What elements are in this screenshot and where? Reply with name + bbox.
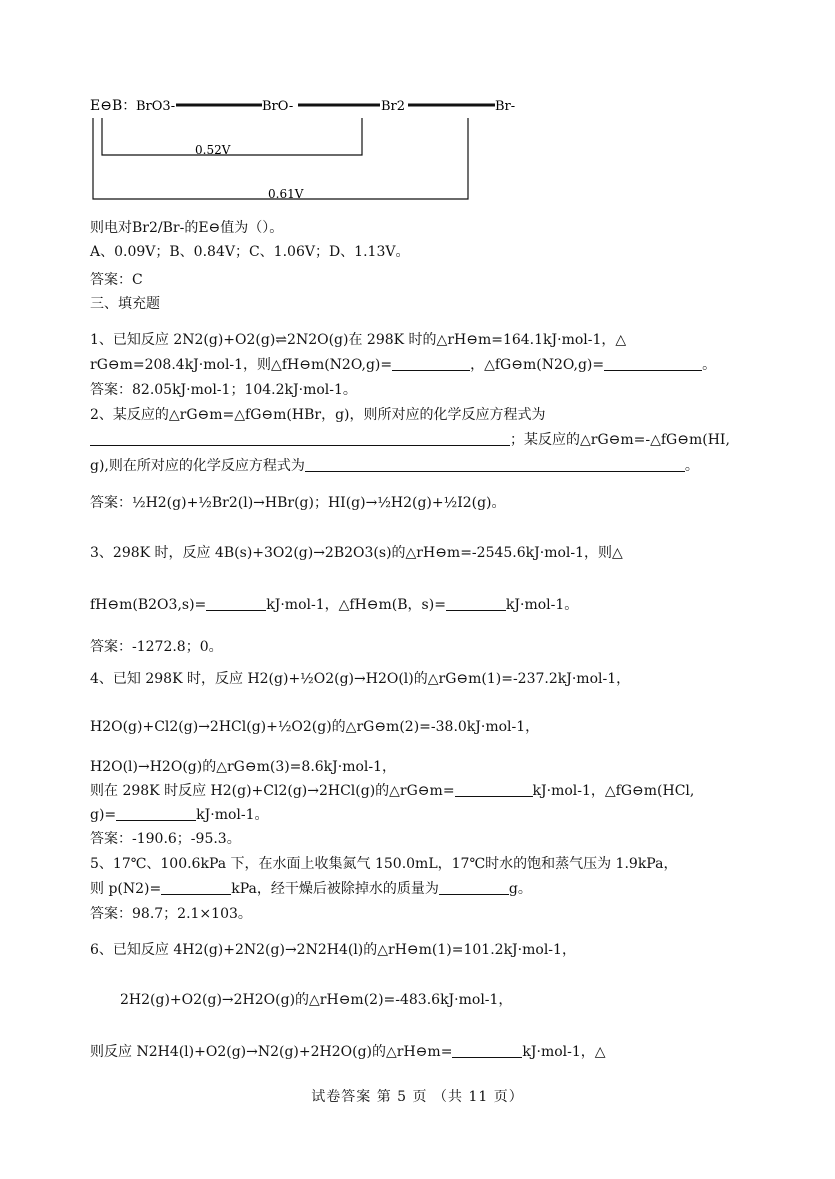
p5-line-a: 5、17℃、100.6kPa 下，在水面上收集氮气 150.0mL，17℃时水的饱和蒸气压为 1.9kPa， xyxy=(90,856,678,872)
p2-answer: 答案：½H2(g)+½Br2(l)→HBr(g)；HI(g)→½H2(g)+½I2(g)。 xyxy=(90,495,506,511)
p4-line-c: H2O(l)→H2O(g)的△rG⊖m(3)=8.6kJ·mol-1， xyxy=(90,759,397,775)
p4d-text-2: kJ·mol-1，△fG⊖m(HCl, xyxy=(532,783,695,799)
blank[interactable] xyxy=(446,596,506,611)
p3b-text-3: kJ·mol-1。 xyxy=(505,597,579,613)
p6-line-b: 2H2(g)+O2(g)→2H2O(g)的△rH⊖m(2)=-483.6kJ·mol-1， xyxy=(120,992,513,1008)
p3b-text-2: kJ·mol-1，△fH⊖m(B，s)= xyxy=(266,597,446,613)
p1b-text-3: 。 xyxy=(702,357,717,373)
p6c-text-1: 则反应 N2H4(l)+O2(g)→N2(g)+2H2O(g)的△rH⊖m= xyxy=(90,1044,453,1060)
p5-line-b xyxy=(90,879,532,899)
p1b-text-1: rG⊖m=208.4kJ·mol-1，则△fH⊖m(N2O,g)= xyxy=(90,357,393,373)
p4e-text-2: kJ·mol-1。 xyxy=(196,807,269,823)
p2c-text-1: g),则在所对应的化学反应方程式为 xyxy=(90,458,305,474)
p6-line-a: 6、已知反应 4H2(g)+2N2(g)→2N2H4(l)的△rH⊖m(1)=101.2kJ·mol-1， xyxy=(90,942,576,958)
species-bro3: BrO3- xyxy=(136,99,176,114)
p2b-text: ；某反应的△rG⊖m=-△fG⊖m(HI, xyxy=(510,432,730,448)
p2-line-a: 2、某反应的△rG⊖m=△fG⊖m(HBr，g)，则所对应的化学反应方程式为 xyxy=(90,407,546,423)
blank[interactable] xyxy=(206,596,266,611)
blank[interactable] xyxy=(116,806,196,821)
blank[interactable] xyxy=(604,356,702,371)
blank[interactable] xyxy=(305,457,685,472)
p2-line-c xyxy=(90,456,699,476)
p2c-text-2: 。 xyxy=(684,458,699,474)
blank[interactable] xyxy=(455,782,533,797)
p4-answer: 答案：-190.6；-95.3。 xyxy=(90,831,241,847)
p5b-text-3: g。 xyxy=(508,881,532,897)
diagram-prefix: E⊖B： xyxy=(90,98,137,114)
p4-line-e xyxy=(90,805,269,825)
p4e-text-1: g)= xyxy=(90,807,117,823)
species-br: Br- xyxy=(495,99,516,114)
bracket-inner xyxy=(102,118,362,155)
blank[interactable] xyxy=(439,880,509,895)
question-answer: 答案：C xyxy=(90,272,143,288)
p3-answer: 答案：-1272.8；0。 xyxy=(90,639,223,655)
p3-line-a: 3、298K 时，反应 4B(s)+3O2(g)→2B2O3(s)的△rH⊖m=-2545.6kJ·mol-1，则△ xyxy=(90,545,623,561)
p4-line-b: H2O(g)+Cl2(g)→2HCl(g)+½O2(g)的△rG⊖m(2)=-38.0kJ·mol-1， xyxy=(90,719,540,735)
species-bro: BrO- xyxy=(262,99,294,114)
p3b-text-1: fH⊖m(B2O3,s)= xyxy=(90,597,207,613)
p5-answer: 答案：98.7；2.1×103。 xyxy=(90,906,252,922)
p6-line-c xyxy=(90,1042,606,1062)
species-br2: Br2 xyxy=(381,99,406,114)
bracket-outer-value: 0.61V xyxy=(268,187,304,201)
p4-line-d xyxy=(90,781,694,801)
question-text: 则电对Br2/Br-的E⊖值为（）。 xyxy=(90,220,284,236)
p1-line-b xyxy=(90,355,716,375)
p6c-text-2: kJ·mol-1，△ xyxy=(522,1044,606,1060)
blank[interactable] xyxy=(161,880,231,895)
page-footer: 试卷答案 第 5 页 （共 11 页） xyxy=(311,1089,524,1105)
p4-line-a: 4、已知 298K 时，反应 H2(g)+½O2(g)→H2O(l)的△rG⊖m(1)=-237.2kJ·mol-1， xyxy=(90,671,631,687)
p4d-text-1: 则在 298K 时反应 H2(g)+Cl2(g)→2HCl(g)的△rG⊖m= xyxy=(90,783,455,799)
p5b-text-2: kPa，经干燥后被除掉水的质量为 xyxy=(231,881,439,897)
p1b-text-2: ，△fG⊖m(N2O,g)= xyxy=(470,357,605,373)
p1-line-a: 1、已知反应 2N2(g)+O2(g)⇌2N2O(g)在 298K 时的△rH⊖m=164.1kJ·mol-1，△ xyxy=(90,332,627,348)
blank[interactable] xyxy=(90,431,510,446)
section-heading: 三、填充题 xyxy=(90,296,160,312)
question-options: A、0.09V；B、0.84V；C、1.06V；D、1.13V。 xyxy=(90,244,410,260)
blank[interactable] xyxy=(452,1043,522,1058)
p2-line-b xyxy=(90,430,730,450)
p1-answer: 答案：82.05kJ·mol-1；104.2kJ·mol-1。 xyxy=(90,382,357,398)
latimer-diagram xyxy=(0,0,835,210)
p3-line-b xyxy=(90,595,578,615)
p5b-text-1: 则 p(N2)= xyxy=(90,881,162,897)
bracket-inner-value: 0.52V xyxy=(195,143,231,157)
blank[interactable] xyxy=(392,356,470,371)
